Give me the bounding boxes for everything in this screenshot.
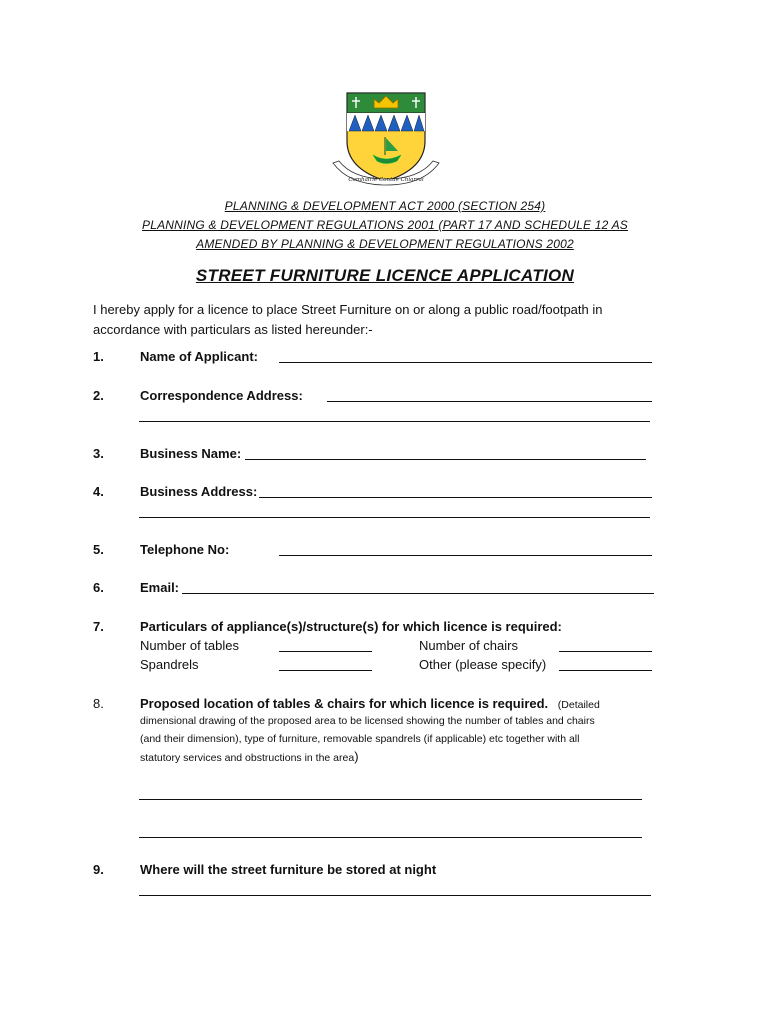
item-4-number: 4. <box>93 484 104 499</box>
appliances-label: Particulars of appliance(s)/structure(s) for which licence is required: <box>140 619 562 634</box>
other-field[interactable] <box>559 670 652 671</box>
detail-note-line-1: dimensional drawing of the proposed area to be licensed showing the number of tables and chairs <box>140 715 595 727</box>
county-crest-logo <box>329 89 443 187</box>
applicant-name-field[interactable] <box>279 362 652 363</box>
intro-line-1: I hereby apply for a licence to place Street Furniture on or along a public road/footpath in <box>93 302 603 317</box>
number-of-chairs-label: Number of chairs <box>419 638 518 653</box>
item-5-number: 5. <box>93 542 104 557</box>
email-label: Email: <box>140 580 180 595</box>
detail-note-line-3 <box>140 748 670 767</box>
item-1-number: 1. <box>93 349 104 364</box>
detail-note-open: (Detailed <box>557 699 600 711</box>
telephone-label: Telephone No: <box>140 542 230 557</box>
detail-note-close: ) <box>354 749 359 764</box>
item-3-number: 3. <box>93 446 104 461</box>
number-of-tables-field[interactable] <box>279 651 372 652</box>
other-label: Other (please specify) <box>419 657 547 672</box>
applicant-name-label: Name of Applicant: <box>140 349 258 364</box>
telephone-field[interactable] <box>279 555 652 556</box>
svg-text:Comhairle Contae Chiarraí: Comhairle Contae Chiarraí <box>348 177 424 183</box>
storage-field[interactable] <box>139 895 651 896</box>
item-9-number: 9. <box>93 862 104 877</box>
proposed-location-label <box>140 696 600 711</box>
business-address-field-2[interactable] <box>139 517 650 518</box>
number-of-chairs-field[interactable] <box>559 651 652 652</box>
correspondence-address-field-1[interactable] <box>327 401 652 402</box>
business-address-label: Business Address: <box>140 484 258 499</box>
correspondence-address-label: Correspondence Address: <box>140 388 303 403</box>
act-reference-line-1: PLANNING & DEVELOPMENT ACT 2000 (SECTION 254) <box>224 199 546 213</box>
number-of-tables-label: Number of tables <box>140 638 239 653</box>
item-6-number: 6. <box>93 580 104 595</box>
detail-note-line-2: (and their dimension), type of furniture, removable spandrels (if applicable) etc together with all <box>140 733 580 745</box>
act-reference-line-2: PLANNING & DEVELOPMENT REGULATIONS 2001 (PART 17 AND SCHEDULE 12 AS <box>142 218 628 232</box>
business-name-field[interactable] <box>245 459 646 460</box>
spandrels-label: Spandrels <box>140 657 199 672</box>
item-7-number: 7. <box>93 619 104 634</box>
storage-label: Where will the street furniture be stored at night <box>140 862 437 877</box>
act-reference-line-3: AMENDED BY PLANNING & DEVELOPMENT REGULATIONS 2002 <box>196 237 574 251</box>
item-2-number: 2. <box>93 388 104 403</box>
intro-paragraph <box>93 300 683 340</box>
form-title: STREET FURNITURE LICENCE APPLICATION <box>195 266 575 285</box>
intro-line-2: accordance with particulars as listed hereunder:- <box>93 322 373 337</box>
email-field[interactable] <box>182 593 654 594</box>
business-address-field-1[interactable] <box>259 497 652 498</box>
proposed-location-field-2[interactable] <box>139 837 642 838</box>
detail-note-line-3-text: statutory services and obstructions in the area <box>140 752 355 764</box>
spandrels-field[interactable] <box>279 670 372 671</box>
business-name-label: Business Name: <box>140 446 242 461</box>
proposed-location-label-text: Proposed location of tables & chairs for which licence is required. <box>140 696 549 711</box>
detail-note <box>140 712 670 767</box>
proposed-location-field-1[interactable] <box>139 799 642 800</box>
correspondence-address-field-2[interactable] <box>139 421 650 422</box>
item-8-number: 8. <box>93 696 104 711</box>
